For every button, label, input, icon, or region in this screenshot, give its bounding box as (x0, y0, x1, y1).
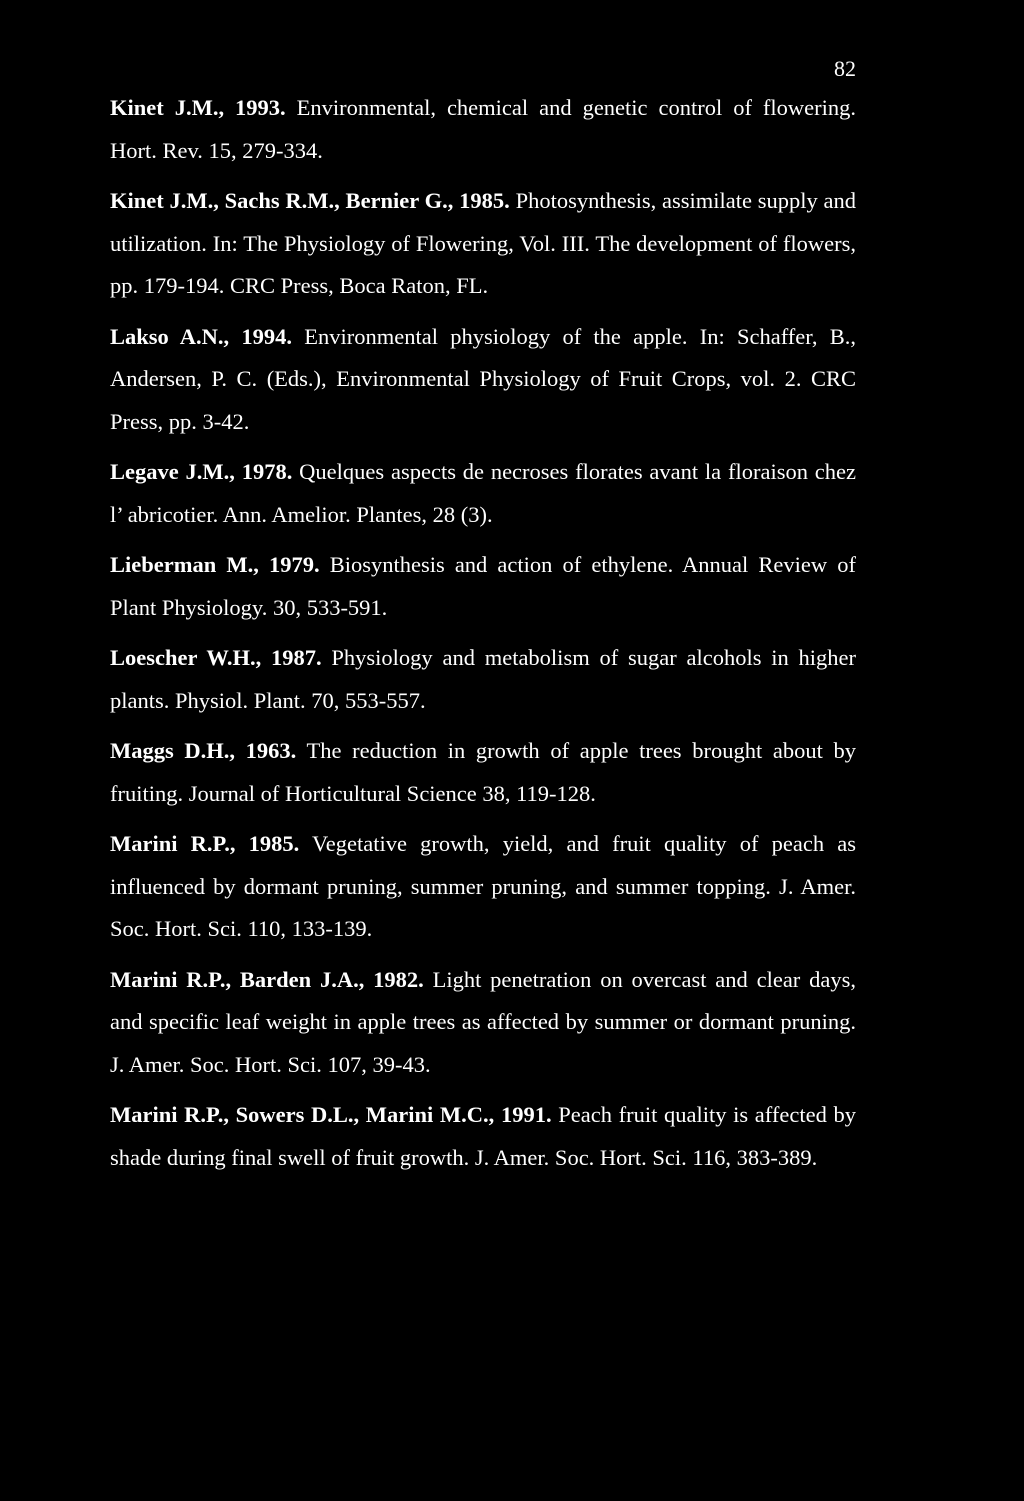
reference-item (110, 959, 856, 1087)
reference-author: Marini R.P., Barden J.A., 1982. (110, 966, 424, 992)
reference-author: Lieberman M., 1979. (110, 552, 320, 577)
reference-text: Quelques aspects de necroses florates avant la floraison chez l’ abricotier. Ann. Amelior. Plantes, 28 (3). (110, 459, 856, 527)
reference-text: Environmental physiology of the apple. In: Schaffer, B., Andersen, P. C. (Eds.), Environmental Physiology of Fruit Crops, vol. 2. CRC Press, pp. 3-42. (110, 323, 856, 434)
reference-text: Vegetative growth, yield, and fruit quality of peach as influenced by dormant pruning, summer pruning, and summer topping. J. Amer. Soc. Hort. Sci. 110, 133-139. (110, 831, 856, 941)
reference-author: Legave J.M., 1978. (110, 459, 293, 484)
reference-item (110, 637, 856, 722)
reference-text: Environmental, chemical and genetic control of flowering. Hort. Rev. 15, 279-334. (110, 95, 857, 163)
reference-item (110, 180, 856, 308)
reference-item (110, 316, 856, 444)
page-number: 82 (834, 56, 856, 81)
reference-text: The reduction in growth of apple trees brought about by fruiting. Journal of Horticultural Science 38, 119-128. (110, 738, 856, 806)
reference-item (110, 823, 856, 951)
reference-text: Biosynthesis and action of ethylene. Annual Review of Plant Physiology. 30, 533-591. (110, 552, 856, 620)
reference-author: Kinet J.M., 1993. (110, 95, 286, 120)
reference-item (110, 87, 856, 172)
reference-list (110, 87, 856, 1187)
reference-author: Lakso A.N., 1994. (110, 323, 293, 349)
reference-item (110, 730, 856, 815)
reference-author: Kinet J.M., Sachs R.M., Bernier G., 1985. (110, 188, 510, 213)
reference-item (110, 451, 856, 536)
reference-author: Maggs D.H., 1963. (110, 738, 297, 763)
reference-item (110, 544, 856, 629)
reference-author: Marini R.P., Sowers D.L., Marini M.C., 1991. (110, 1102, 552, 1127)
reference-text: Peach fruit quality is affected by shade during final swell of fruit growth. J. Amer. Soc. Hort. Sci. 116, 383-389. (110, 1102, 856, 1170)
reference-text: Light penetration on overcast and clear days, and specific leaf weight in apple trees as affected by summer or dormant pruning. J. Amer. Soc. Hort. Sci. 107, 39-43. (110, 966, 856, 1077)
reference-text: Physiology and metabolism of sugar alcohols in higher plants. Physiol. Plant. 70, 553-557. (110, 645, 856, 713)
reference-item (110, 1094, 856, 1179)
reference-author: Loescher W.H., 1987. (110, 645, 322, 670)
reference-author: Marini R.P., 1985. (110, 831, 300, 856)
reference-text: Photosynthesis, assimilate supply and utilization. In: The Physiology of Flowering, Vol. III. The development of flowers, pp. 179-194. CRC Press, Boca Raton, FL. (110, 188, 856, 298)
